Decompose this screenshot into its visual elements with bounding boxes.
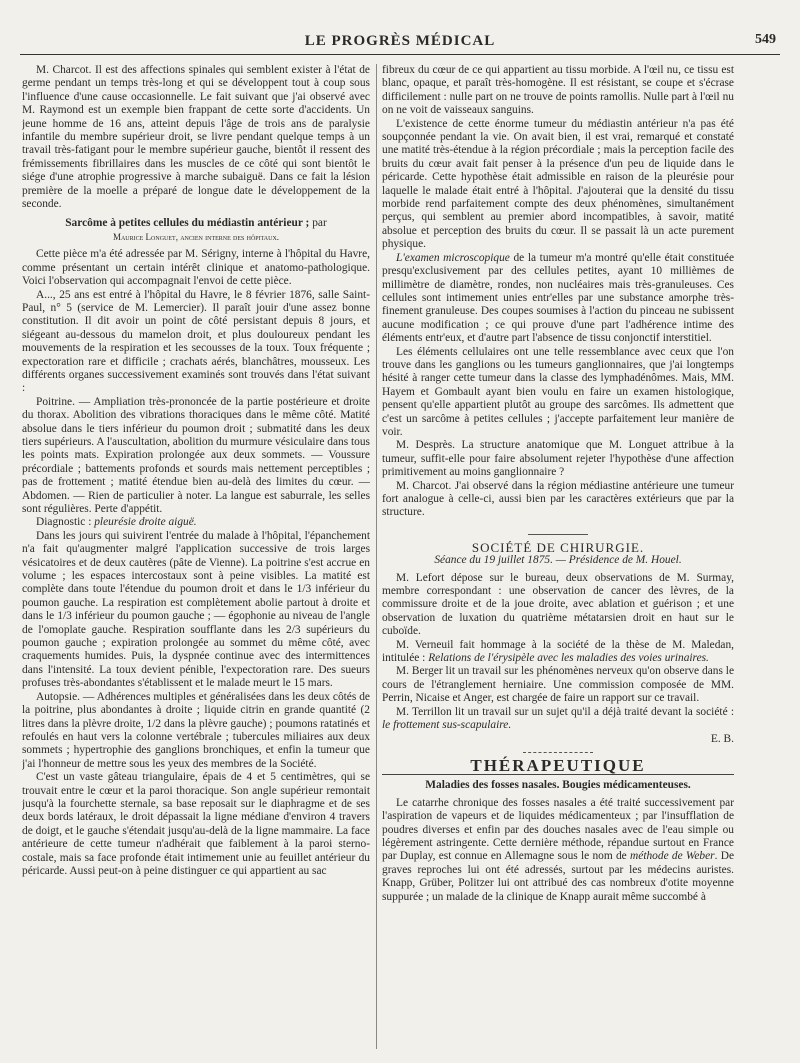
page-number: 549 [755,32,776,47]
paragraph: M. Charcot. J'ai observé dans la région médiastine antérieure une tumeur fort analogue à celle-ci, aussi bien par les caractères extérieurs que par la structure. [382,479,734,519]
paragraph: L'existence de cette énorme tumeur du médiastin antérieur n'a pas été soupçonnée pendant la vie. On avait bien, il est vrai, remarqué et constaté une matité très-étendue à la région précordiale ; mais la perception facile des bruits du cœur avait fait penser à la présence d'un peu de liquide dans le péricarde. Cette hypothèse était admissible en raison de la pleurésie pour laquelle le malade était entré à l'hôpital. J'ajouterai que la densité du tissu morbide rend parfaitement compte des deux phénomènes, simultanément perçus, qui semblent au premier abord incompatibles, à savoir, matité absolue et perception des bruits du cœur. Il se passait là un acte purement physique. [382,117,734,251]
section-heading: SOCIÉTÉ DE CHIRURGIE. [382,528,734,554]
paragraph: A..., 25 ans est entré à l'hôpital du Havre, le 8 février 1876, salle Saint-Paul, n° 5 (service de M. Lemercier). Il paraît jouir d'une assez bonne constitution. Il dit avoir un point de côté persistant depuis 8 jours, et siégeant au-dessous du mamelon droit, et plus douloureux pendant les mouvements de la respiration et les secousses de la toux. Toux fréquente ; expectoration rare et difficile ; crachats aérés, blanchâtres, mousseux. Les différents organes successivement examinés sont trouvés dans l'état suivant : [22,288,370,395]
paragraph: Dans les jours qui suivirent l'entrée du malade à l'hôpital, l'épanchement n'a fait qu'augmenter malgré l'application successive de trois larges vésicatoires et de deux cautères (pâte de Vienne). La poitrine s'est accrue en volume ; les espaces intercostaux sont à peine visibles. La matité est complète dans toute l'étendue du poumon droit et dans le 1/3 inférieur du poumon gauche. La respiration est complètement abolie partout à droite et dans le 1/3 inférieur du poumon gauche ; — égophonie au niveau de l'angle de l'omoplate gauche. Respiration soufflante dans les 2/3 supérieurs du poumon gauche ; expiration prolongée au sommet du même côté, avec craquements humides. Puis, la dyspnée continue avec des intermittences dans l'intensité. La toux devient pénible, l'expectoration rare. Des sueurs profuses très-abondantes s'établissent et le malade meurt le 15 mars. [22,529,370,690]
article-title: Sarcôme à petites cellules du médiastin antérieur ; par [65,217,327,230]
diagnostic-line: Diagnostic : pleurésie droite aiguë. [36,516,197,529]
paragraph: Cette pièce m'a été adressée par M. Sérigny, interne à l'hôpital du Havre, comme présentant un certain intérêt clinique et anatomo-pathologique. Voici l'observation qui accompagnait l'envoi de cette pièce. [22,248,370,288]
paragraph: M. Verneuil fait hommage à la société de la thèse de M. Maledan, intitulée : Relations de l'érysipèle avec les maladies des voies urinaires. [382,638,734,665]
left-column [22,64,370,1049]
paragraph: Poitrine. — Ampliation très-prononcée de la partie postérieure et droite du thorax. Abolition des vibrations thoraciques dans le même côté. Matité absolue dans le tiers inférieur du poumon droit ; submatité dans les deux tiers supérieurs. A l'auscultation, abolition du murmure vésiculaire dans tous les points mats. Expiration prolongée aux deux sommets. — Voussure précordiale ; battements profonds et sourds mais nettement perceptibles ; pas de frottement ; matité étendue bien au-delà des limites du cœur. — Abdomen. — Rien de particulier à noter. La langue est saburrale, les selles sont régulières. Perte d'appétit. [22,395,370,515]
paragraph: C'est un vaste gâteau triangulaire, épais de 4 et 5 centimètres, qui se trouvait entre le cœur et la paroi thoracique. Son angle supérieur remontait jusqu'à la fourchette sternale, sa base reposait sur le diaphragme et de ses deux bords latéraux, le droit dépassait la ligne médiane d'environ 4 travers de doigt, et le gauche s'étendait jusqu'au-delà de la ligne mammaire. La face antérieure de cette tumeur n'adhérait que faiblement à la paroi sterno-costale, mais sa face profonde était intimement unie au feuillet antérieur du péricarde. Aussi peut-on à peine distinguer ce qui appartient au sac [22,771,370,877]
paragraph: M. Desprès. La structure anatomique que M. Longuet attribue à la tumeur, suffit-elle pour faire absolument rejeter l'hypothèse d'une affection primitivement au moins ganglionnaire ? [382,439,734,479]
paragraph: Autopsie. — Adhérences multiples et généralisées dans les deux côtés de la poitrine, plus abondantes à droite ; liquide citrin en grande quantité (2 litres dans la plèvre droite, 1/2 dans la plèvre gauche) ; poumons ratatinés et refoulés en haut vers la colonne vertébrale ; tubercules miliaires aux deux sommets ; hypertrophie des ganglions bronchiques, et enfin la tumeur que j'ai l'honneur de mettre sous les yeux des membres de la Société. [22,690,370,770]
article-author: Maurice Longuet, ancien interne des hôpitaux. [112,231,280,242]
journal-title: LE PROGRÈS MÉDICAL [304,32,496,49]
section-heading-therapeutique: THÉRAPEUTIQUE [382,752,734,775]
paragraph: Le catarrhe chronique des fosses nasales a été traité successivement par l'aspiration de vapeurs et de liquides médicamenteux ; par l'insufflation de poudres diverses et enfin par des douches nasales avec de l'eau simple ou légèrement astringente. Cette dernière méthode, répandue surtout en France par Duplay, est connue en Allemagne sous le nom de méthode de Weber. De graves reproches lui ont été adressés, surtout par les médecins auristes. Knapp, Grüber, Politzer lui ont attribué des cas nombreux d'otite moyenne suppurée ; un malade de la clinique de Knapp aurait même succombé à [382,796,734,903]
paragraph: M. Lefort dépose sur le bureau, deux observations de M. Surmay, membre correspondant : une observation de cancer des lèvres, de la commissure droite et de la joue droite, avec ablation et guérison ; et une observation de luxation du quatrième métatarsien droit en haut sur le cuboïde. [382,571,734,638]
paragraph: M. Berger lit un travail sur les phénomènes nerveux qu'on observe dans le cours de l'étranglement herniaire. Une commission composée de MM. Perrin, Nicaise et Anger, est chargée de faire un rapport sur ce travail. [382,665,734,705]
paragraph: Les éléments cellulaires ont une telle ressemblance avec ceux que l'on trouve dans les ganglions ou les tumeurs ganglionnaires, que j'ai longtemps hésité à ranger cette tumeur dans la classe des lymphadénômes. Mais, MM. Hayem et Gombault ayant bien voulu en faire un examen histologique, pensent qu'elle appartient plutôt au groupe des sarcômes. Ils admettent que c'est un sarcôme à petites cellules ; j'accepte parfaitement leur manière de voir. [382,345,734,438]
paragraph: fibreux du cœur de ce qui appartient au tissu morbide. A l'œil nu, ce tissu est blanc, opaque, et paraît très-homogène. Il est résistant, se coupe et s'écrase difficilement : nulle part on ne trouve de points ramollis. Nulle part à l'œil nu on ne voit de vaisseaux sanguins. [382,64,734,117]
paragraph: M. Charcot. Il est des affections spinales qui semblent exister à l'état de germe pendant un temps très-long et qui se développent tout à coup sous l'influence d'une cause occasionnelle. Le fait suivant que j'ai observé avec M. Raymond est un exemple bien frappant de cette sorte d'accidents. Un jeune homme de 16 ans, atteint depuis l'âge de trois ans de paralysie infantile du membre supérieur droit, se livre pendant quelque temps à un travail très-fatigant pour le membre supérieur gauche, bientôt il ressent des frémissements fibrillaires dans les muscles de ce côté qui sont bientôt le siége d'une atrophie progressive à marche subaiguë. Dans ce fait la lésion première de la moelle a préparé de longue date le développement de la seconde. [22,64,370,211]
right-column [382,64,734,1049]
column-divider [376,64,377,1049]
signature: E. B. [710,732,734,745]
paragraph: M. Terrillon lit un travail sur un sujet qu'il a déjà traité devant la société : le frottement sus-scapulaire. [382,705,734,732]
seance-line: Séance du 19 juillet 1875. — Présidence de M. Houel. [434,554,682,567]
page-header [20,28,780,55]
paragraph: L'examen microscopique de la tumeur m'a montré qu'elle était constituée presqu'exclusivement par des cellules petites, ayant 10 millièmes de millimètre de diamètre, rondes, non nucléaires mais très-granuleuses. Ces cellules sont intimement unies entr'elles par une substance amorphe très-finement granuleuse. Des coupes soumises à l'action du pinceau ne subissent aucune modification ; ce qui prouve d'une part l'adhérence intime des éléments entr'eux, et d'autre part l'absence de tissu conjonctif interstitiel. [382,251,734,345]
subsection-heading: Maladies des fosses nasales. Bougies médicamenteuses. [425,779,691,792]
